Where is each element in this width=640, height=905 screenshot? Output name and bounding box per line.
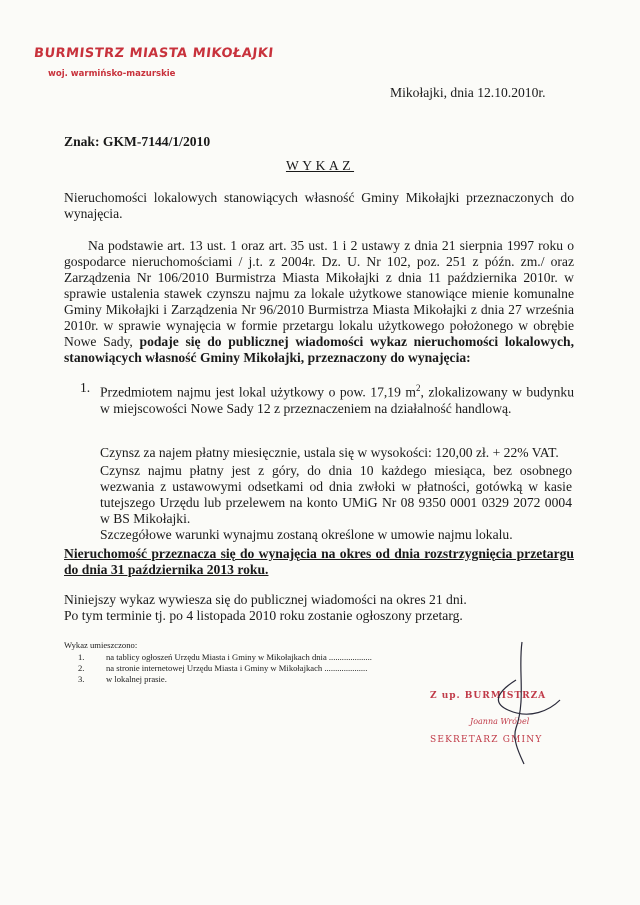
publication-line-2: Po tym terminie tj. po 4 listopada 2010 roku zostanie ogłoszony przetarg. bbox=[64, 608, 463, 623]
posting-item-number: 3. bbox=[78, 674, 85, 684]
stamp-line-2: woj. warmińsko-mazurskie bbox=[48, 69, 176, 79]
publication-info bbox=[64, 592, 574, 624]
posting-item-text: w lokalnej prasie. bbox=[106, 674, 167, 684]
posting-heading: Wykaz umieszczono: bbox=[64, 640, 138, 650]
rental-conditions bbox=[100, 445, 572, 543]
municipal-stamp bbox=[34, 46, 274, 82]
details-note: Szczegółowe warunki wynajmu zostaną określone w umowie najmu lokalu. bbox=[100, 527, 513, 542]
area-superscript: 2 bbox=[415, 383, 421, 393]
signature-stamp bbox=[430, 650, 546, 748]
document-date: Mikołajki, dnia 12.10.2010r. bbox=[390, 85, 546, 100]
reference-number: Znak: GKM-7144/1/2010 bbox=[64, 134, 211, 149]
list-item-text bbox=[100, 380, 574, 417]
posting-item-number: 2. bbox=[78, 663, 85, 673]
posting-item bbox=[64, 674, 372, 685]
posting-item bbox=[64, 663, 372, 674]
rent-amount: Czynsz za najem płatny miesięcznie, ustala się w wysokości: 120,00 zł. + 22% VAT. bbox=[100, 445, 559, 460]
posting-item-number: 1. bbox=[78, 652, 85, 662]
item-text-before: Przedmiotem najmu jest lokal użytkowy o pow. 17,19 m bbox=[100, 384, 416, 400]
document-title: WYKAZ bbox=[285, 158, 355, 173]
handwritten-signature bbox=[460, 640, 580, 770]
announcement-text: podaje się do publicznej wiadomości wykaz nieruchomości lokalowych, stanowiących własność Gminy Mikołajki, przeznaczony do wynajęcia: bbox=[64, 334, 574, 365]
list-item-number: 1. bbox=[80, 380, 91, 395]
posting-item-text: na stronie internetowej Urzędu Miasta i Gminy w Mikołajkach .................... bbox=[106, 663, 368, 673]
signature-stamp-name: Joanna Wróbel bbox=[470, 717, 530, 726]
rental-period-notice: Nieruchomość przeznacza się do wynajęcia na okres od dnia rozstrzygnięcia przetargu do dnia 31 października 2013 roku. bbox=[64, 546, 574, 577]
intro-paragraph: Nieruchomości lokalowych stanowiących własność Gminy Mikołajki przeznaczonych do wynajęcia. bbox=[64, 190, 574, 221]
list-item-1 bbox=[80, 380, 574, 417]
publication-line-1: Niniejszy wykaz wywiesza się do publicznej wiadomości na okres 21 dni. bbox=[64, 592, 467, 607]
posting-locations bbox=[64, 640, 372, 685]
legal-basis-paragraph bbox=[64, 238, 574, 366]
signature-stamp-line-1: Z up. BURMISTRZA bbox=[430, 691, 547, 701]
stamp-line-1: BURMISTRZ MIASTA MIKOŁAJKI bbox=[33, 46, 275, 61]
posting-item bbox=[64, 652, 372, 663]
legal-basis-text: Na podstawie art. 13 ust. 1 oraz art. 35 ust. 1 i 2 ustawy z dnia 21 sierpnia 1997 roku o gospodarce nieruchomościami / j.t. z 2004r. Dz. U. Nr 102, poz. 251 z późn. zm./ oraz Zarządzenia Nr 106/2010 Burmistrza Miasta Mikołajki z dnia 11 października 2010r. w sprawie ustalenia stawek czynszu najmu za lokale użytkowe stanowiące mienie komunalne Gminy Mikołajki i Zarządzenia Nr 96/2010 Burmistrza Miasta Mikołajki z dnia 27 września 2010r. w sprawie wynajęcia w formie przetargu lokalu użytkowego położonego w obrębie Nowe Sady, bbox=[64, 238, 574, 349]
item-text-after: , zlokalizowany w budynku w miejscowości Nowe Sady 12 z przeznaczeniem na działalność handlową. bbox=[100, 384, 574, 416]
signature-stamp-line-3: SEKRETARZ GMINY bbox=[430, 735, 543, 745]
posting-item-text: na tablicy ogłoszeń Urzędu Miasta i Gminy w Mikołajkach dnia .................... bbox=[106, 652, 372, 662]
payment-terms: Czynsz najmu płatny jest z góry, do dnia 10 każdego miesiąca, bez osobnego wezwania z ustawowymi odsetkami od dnia zwłoki w płatności, gotówką w kasie tutejszego Urzędu lub przelewem na konto UMiG Nr 08 9350 0001 0329 2072 0004 w BS Mikołajki. bbox=[100, 463, 572, 526]
